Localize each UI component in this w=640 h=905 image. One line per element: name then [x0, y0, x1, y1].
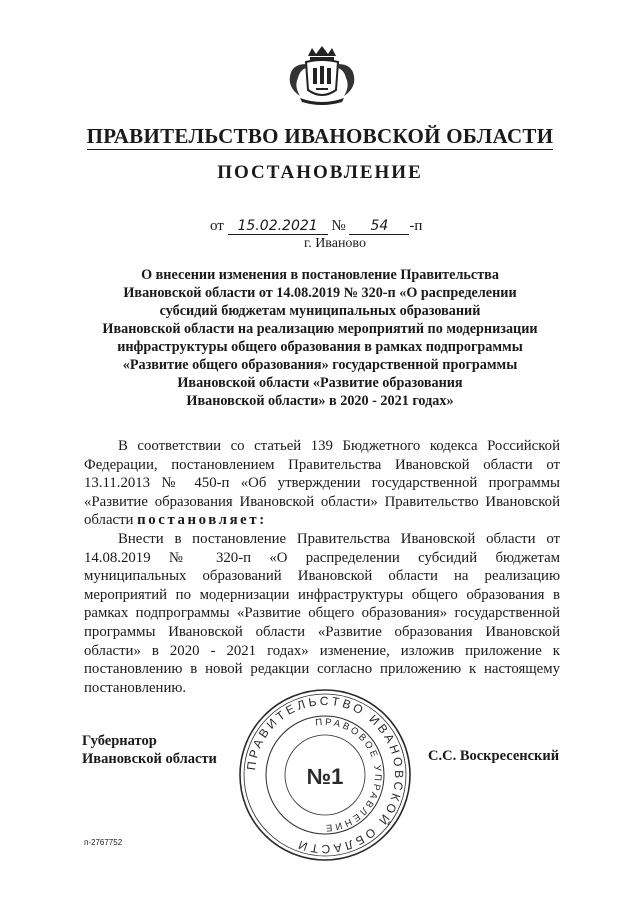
- signatory-name: С.С. Воскресенский: [428, 748, 560, 764]
- body-paragraph-resolution: Внести в постановление Правительства Ивановской области от 14.08.2019 № 320-п «О распределении субсидий бюджетам муниципальных образований Ивановской области на реализацию мероприятий по модернизации инфраструктуры общего образования в рамках подпрограммы «Развитие общего образования» государственной программы Ивановской области «Развитие образования Ивановской области» в 2020 - 2021 годах» изменение, изложив приложение к постановлению в новой редакции согласно приложению к настоящему постановлению.: [84, 530, 560, 696]
- number-prefix: №: [331, 218, 346, 234]
- blank-serial-code: п-2767752: [84, 838, 123, 847]
- document-date: 15.02.2021: [228, 218, 328, 235]
- heading-line: «Развитие общего образования» государственной программы: [122, 357, 518, 373]
- heading-line: Ивановской области» в 2020 - 2021 годах»: [186, 393, 454, 409]
- resolves-word: постановляет:: [137, 512, 267, 529]
- government-title: ПРАВИТЕЛЬСТВО ИВАНОВСКОЙ ОБЛАСТИ: [86, 124, 554, 148]
- coat-of-arms-emblem: [286, 42, 358, 106]
- document-heading: [80, 266, 560, 410]
- preamble-text: В соответствии со статьей 139 Бюджетного кодекса Российской Федерации, постановлением Правительства Ивановской области от 13.11.2013 № 450-п «Об утверждении государственной программы «Развитие образования Ивановской области» Правительство Ивановской области: [84, 438, 560, 529]
- seal-outer-text: ПРАВИТЕЛЬСТВО ИВАНОВСКОЙ ОБЛАСТИ: [244, 693, 407, 857]
- official-seal: [238, 688, 412, 862]
- date-prefix: от: [210, 218, 224, 234]
- seal-number: №1: [306, 764, 344, 789]
- heading-line: Ивановской области на реализацию мероприятий по модернизации: [102, 321, 538, 337]
- heading-line: субсидий бюджетам муниципальных образований: [159, 303, 481, 319]
- document-number: 54: [349, 218, 409, 235]
- heading-line: О внесении изменения в постановление Правительства: [141, 267, 499, 283]
- signatory-position: [82, 732, 217, 768]
- city: г. Иваново: [304, 236, 366, 251]
- heading-line: инфраструктуры общего образования в рамках подпрограммы: [117, 339, 523, 355]
- number-suffix: -п: [409, 218, 423, 234]
- date-number-line: [210, 218, 422, 235]
- position-line-2: Ивановской области: [82, 751, 217, 767]
- document-body: [84, 437, 560, 697]
- document-type: ПОСТАНОВЛЕНИЕ: [217, 162, 423, 183]
- position-line-1: Губернатор: [82, 733, 157, 749]
- heading-line: Ивановской области «Развитие образования: [177, 375, 463, 391]
- body-paragraph-preamble: [84, 437, 560, 530]
- seal-inner-text: ПРАВОВОЕ УПРАВЛЕНИЕ: [314, 716, 384, 834]
- heading-line: Ивановской области от 14.08.2019 № 320-п «О распределении: [123, 285, 517, 301]
